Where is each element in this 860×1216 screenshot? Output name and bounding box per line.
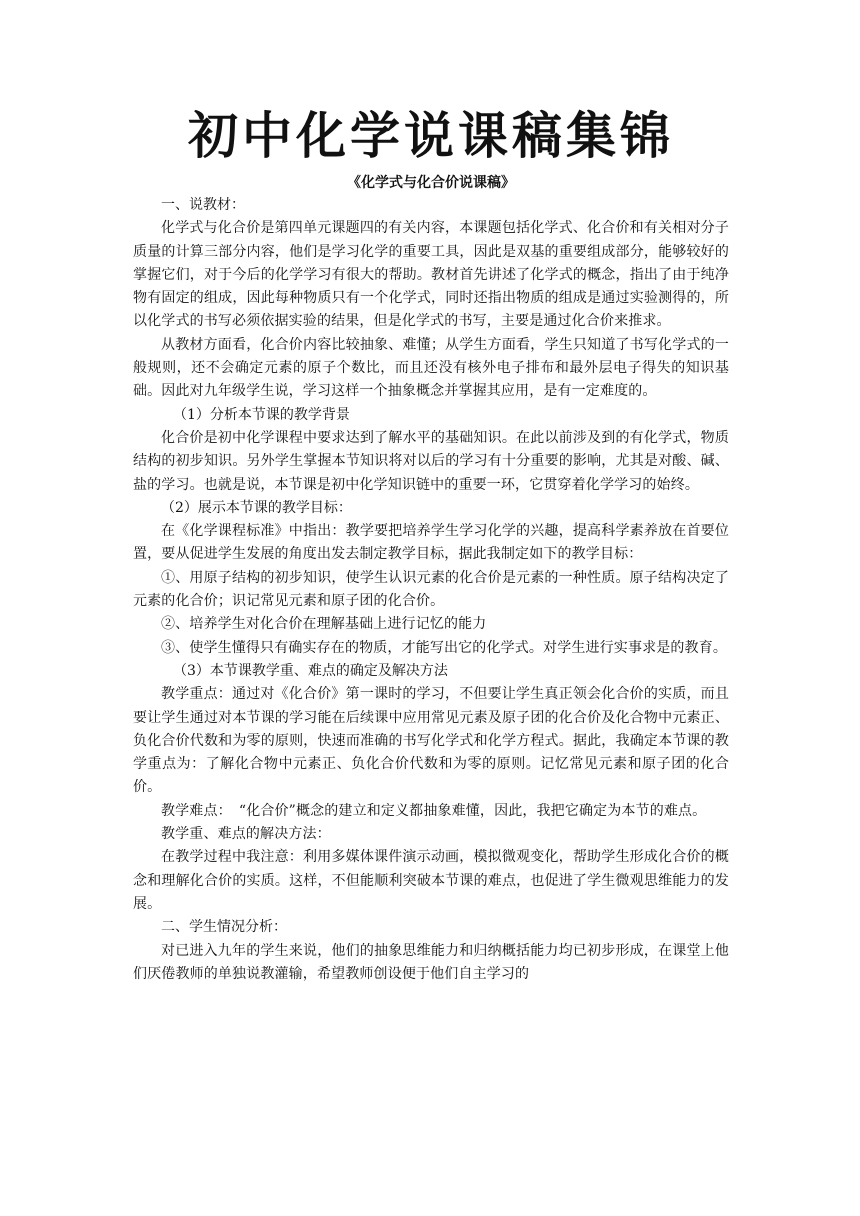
body-paragraph: 化学式与化合价是第四单元课题四的有关内容，本课题包括化学式、化合价和有关相对分子质量的计算三部分内容，他们是学习化学的重要工具，因此是双基的重要组成部分，能够较好的掌握它们，对于今后的化学学习有很大的帮助。教材首先讲述了化学式的概念，指出了由于纯净物有固定的组成，因此每种物质只有一个化学式，同时还指出物质的组成是通过实验测得的，所以化学式的书写必须依据实验的结果，但是化学式的书写，主要是通过化合价来推求。 xyxy=(133,220,729,330)
document-title: 初中化学说课稿集锦 xyxy=(188,107,674,165)
document-body xyxy=(133,194,729,986)
document-subtitle: 《化学式与化合价说课稿》 xyxy=(347,175,515,191)
body-paragraph: ②、培养学生对化合价在理解基础上进行记忆的能力 xyxy=(161,616,487,633)
body-paragraph: 教学重、难点的解决方法： xyxy=(161,826,331,843)
body-paragraph: 化合价是初中化学课程中要求达到了解水平的基础知识。在此以前涉及到的有化学式，物质结构的初步知识。另外学生掌握本节知识将对以后的学习有十分重要的影响，尤其是对酸、碱、盐的学习。也就是说，本节课是初中化学知识链中的重要一环，它贯穿着化学学习的始终。 xyxy=(133,429,729,493)
body-paragraph: 在教学过程中我注意：利用多媒体课件演示动画，模拟微观变化，帮助学生形成化合价的概念和理解化合价的实质。这样，不但能顺利突破本节课的难点，也促进了学生微观思维能力的发展。 xyxy=(133,849,729,912)
body-paragraph: ③、使学生懂得只有确实存在的物质，才能写出它的化学式。对学生进行实事求是的教育。 xyxy=(161,639,727,656)
document-page xyxy=(133,100,729,986)
section-heading: （2）展示本节课的教学目标： xyxy=(161,499,352,516)
body-paragraph: ①、用原子结构的初步知识，使学生认识元素的化合价是元素的一种性质。原子结构决定了元素的化合价；识记常见元素和原子团的化合价。 xyxy=(133,569,729,610)
section-heading: 二、学生情况分析： xyxy=(161,919,287,936)
body-paragraph: 教学难点： “化合价”概念的建立和定义都抽象难懂，因此，我把它确定为本节的难点。 xyxy=(161,802,707,819)
section-heading: 一、说教材： xyxy=(161,197,245,213)
body-paragraph: 教学重点：通过对《化合价》第一课时的学习，不但要让学生真正领会化合价的实质，而且要让学生通过对本节课的学习能在后续课中应用常见元素及原子团的化合价及化合物中元素正、负化合价代数和为零的原则，快速而准确的书写化学式和化学方程式。据此，我确定本节课的教学重点为：了解化合物中元素正、负化合价代数和为零的原则。记忆常见元素和原子团的化合价。 xyxy=(133,686,729,796)
body-paragraph: 在《化学课程标准》中指出：教学要把培养学生学习化学的兴趣，提高科学素养放在首要位置，要从促进学生发展的角度出发去制定教学目标，据此我制定如下的教学目标： xyxy=(133,523,729,563)
section-heading: （1）分析本节课的教学背景 xyxy=(173,406,350,423)
body-paragraph: 从教材方面看，化合价内容比较抽象、难懂；从学生方面看，学生只知道了书写化学式的一般规则，还不会确定元素的原子个数比，而且还没有核外电子排布和最外层电子得失的知识基础。因此对九年级学生说，学习这样一个抽象概念并掌握其应用，是有一定难度的。 xyxy=(133,336,729,400)
body-paragraph: 对已进入九年的学生来说，他们的抽象思维能力和归纳概括能力均已初步形成，在课堂上他们厌倦教师的单独说教灌输，希望教师创设便于他们自主学习的 xyxy=(133,942,729,982)
section-heading: （3）本节课教学重、难点的确定及解决方法 xyxy=(173,662,448,679)
